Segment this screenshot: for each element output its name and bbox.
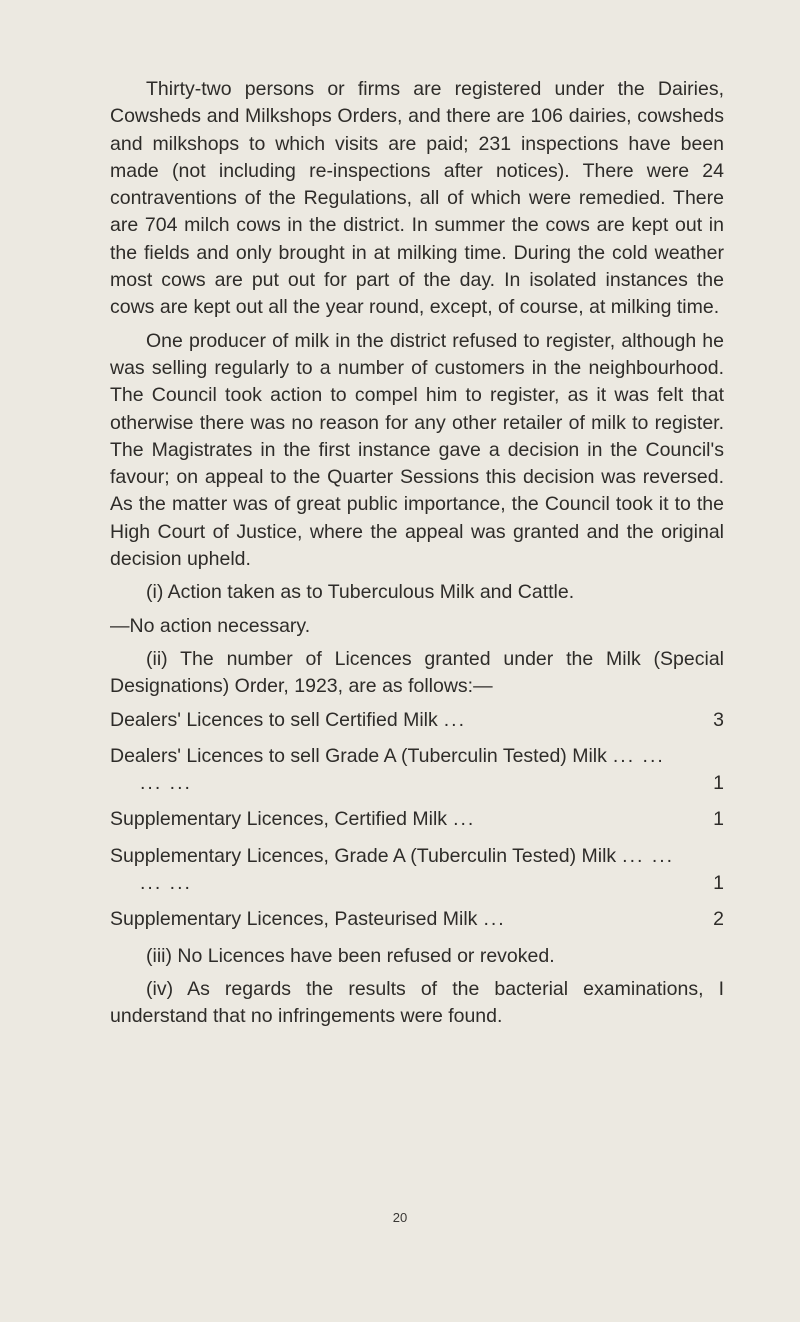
paragraph-producer-refusal: One producer of milk in the district refused to register, although he was selling regularly to a number of customers in the neighbourhood. The Council took action to compel him to register, as it was felt that otherwise there was no reason for any other retailer of milk to register. The Magistrates in the first instance gave a decision in the Council's favour; on appeal to the Quarter Sessions this decision was reversed. As the matter was of great public importance, the Council took it to the High Court of Justice, where the appeal was granted and the original decision upheld.	[110, 329, 724, 571]
paragraph-licences-refused: (iii) No Licences have been refused or revoked.	[146, 944, 555, 967]
licence-row	[110, 843, 724, 898]
licence-count: 1	[713, 872, 724, 895]
paragraph-tuberculous-action: (i) Action taken as to Tuberculous Milk and Cattle.	[146, 581, 575, 604]
licence-count: 1	[713, 772, 724, 795]
paragraph-licences-intro: (ii) The number of Licences granted under the Milk (Special Designations) Order, 1923, are as follows:—	[110, 647, 724, 698]
paragraph-bacterial-results: (iv) As regards the results of the bacterial examinations, I understand that no infringements were found.	[110, 977, 724, 1028]
licence-count: 1	[713, 808, 724, 831]
licence-row	[110, 906, 724, 933]
paragraph-no-action: —No action necessary.	[110, 614, 311, 637]
licence-leader: ...	[483, 908, 506, 931]
paragraph-dairies-registration: Thirty-two persons or firms are registered under the Dairies, Cowsheds and Milkshops Orders, and there are 106 dairies, cowsheds and milkshops to which visits are paid; 231 inspections have been made (not including re-inspections after notices). There were 24 contraventions of the Regulations, all of which were remedied. There are 704 milch cows in the district. In summer the cows are kept out in the fields and only brought in at milking time. During the cold weather most cows are put out for part of the day. In isolated instances the cows are kept out all the year round, except, of course, at milking time.	[110, 78, 724, 319]
licence-count: 3	[713, 708, 724, 731]
licence-label: Supplementary Licences, Pasteurised Milk	[110, 908, 478, 931]
licence-leader: ... ... ... ...	[140, 744, 665, 795]
licence-label: Dealers' Licences to sell Grade A (Tuberculin Tested) Milk	[110, 744, 607, 767]
licence-count: 2	[713, 908, 724, 931]
licence-row	[110, 707, 724, 734]
licence-label: Supplementary Licences, Certified Milk	[110, 808, 448, 831]
page-number: 20	[392, 1210, 408, 1225]
licence-row	[110, 806, 724, 833]
licence-list	[110, 707, 724, 934]
licence-leader: ... ... ... ...	[140, 844, 675, 895]
licence-row	[110, 743, 724, 798]
document-body	[110, 76, 724, 1037]
licence-leader: ...	[443, 708, 467, 731]
licence-label: Dealers' Licences to sell Certified Milk	[110, 708, 438, 731]
licence-label: Supplementary Licences, Grade A (Tuberculin Tested) Milk	[110, 844, 617, 867]
licence-leader: ...	[453, 808, 476, 831]
